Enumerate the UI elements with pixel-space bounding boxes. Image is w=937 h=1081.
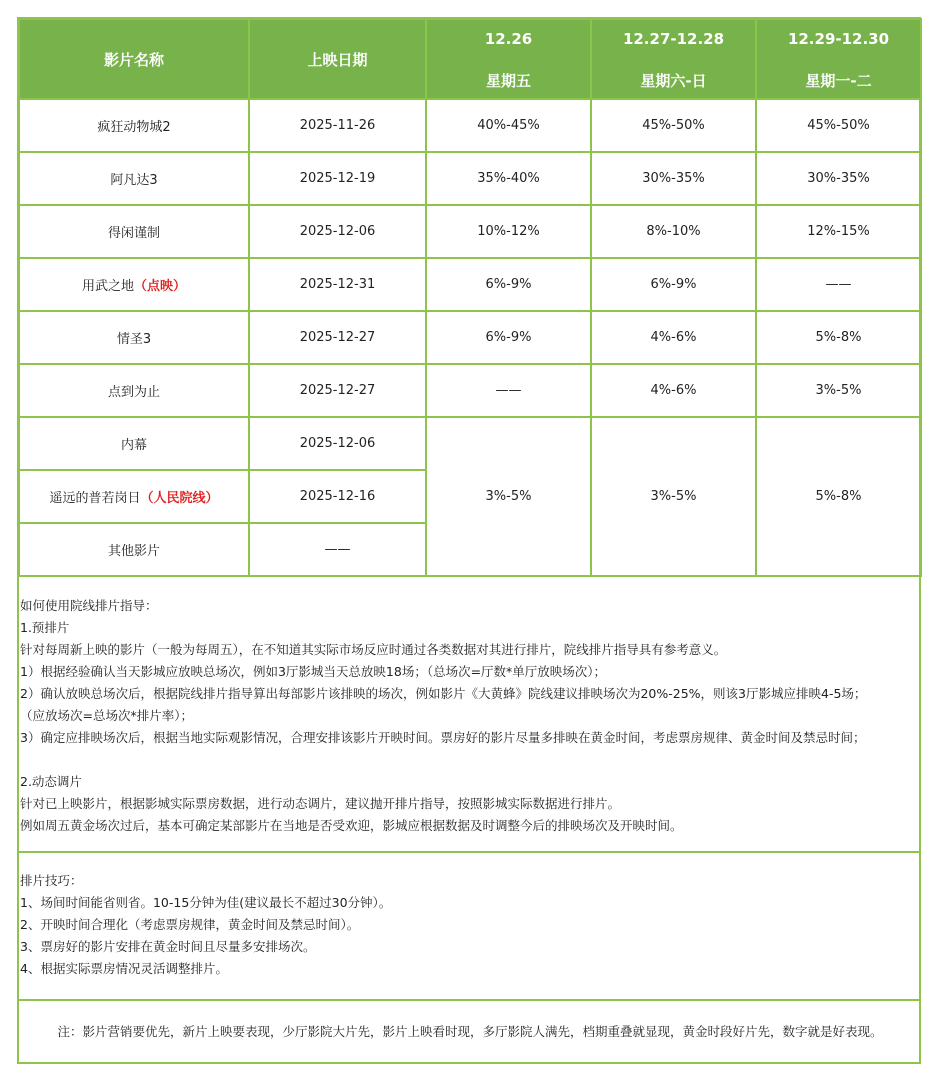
header-col-1-date: 12.26: [484, 29, 533, 48]
film-name: [19, 258, 249, 311]
table-row: [19, 364, 921, 417]
footer-note: 注：影片营销要优先，新片上映要表现，少厅影院大片先，影片上映看时现，多厅影院人满先，档期重叠就显现，黄金时段好片先，数字就是好表现。: [57, 1024, 883, 1039]
table-row: [19, 311, 921, 364]
header-col-3-date: 12.29-12.30: [787, 29, 890, 48]
rate-col-3: ——: [756, 258, 921, 311]
guide-s2-p1: 针对已上映影片，根据影城实际票房数据，进行动态调片，建议抛开排片指导，按照影城实际数据进行排片。: [20, 796, 621, 811]
rate-col-1: 6%-9%: [426, 258, 591, 311]
guide-s1-intro: 针对每周新上映的影片（一般为每周五），在不知道其实际市场反应时通过各类数据对其进行排片，院线排片指导具有参考意义。: [20, 642, 727, 657]
header-col-2: [591, 19, 756, 99]
table-row: [19, 152, 921, 205]
rate-col-1: 10%-12%: [426, 205, 591, 258]
film-name-text: 点到为止: [107, 385, 160, 400]
rate-col-2: 4%-6%: [591, 364, 756, 417]
guide-title: 如何使用院线排片指导：: [20, 598, 158, 613]
release-date: 2025-12-06: [249, 205, 426, 258]
table-row: [19, 205, 921, 258]
release-date: 2025-12-16: [249, 470, 426, 523]
guide-s2-title: 2.动态调片: [20, 774, 82, 789]
film-name-text: 内幕: [120, 438, 147, 453]
release-date: 2025-12-27: [249, 364, 426, 417]
rate-col-3-grouped: 5%-8%: [756, 417, 921, 576]
rate-col-2-grouped: 3%-5%: [591, 417, 756, 576]
tips-item: 2、开映时间合理化（考虑票房规律，黄金时间及禁忌时间）。: [20, 917, 360, 932]
tips-title: 排片技巧：: [20, 873, 83, 888]
header-col-2-date: 12.27-12.28: [622, 29, 725, 48]
header-col-1: [426, 19, 591, 99]
tips-item: 1、场间时间能省则省。10-15分钟为佳(建议最长不超过30分钟）。: [20, 895, 392, 910]
header-row: [19, 19, 921, 99]
header-col-2-day: 星期六-日: [640, 71, 707, 90]
section-divider: [19, 999, 921, 1001]
schedule-sheet: [17, 17, 921, 1064]
table-row: [19, 417, 921, 470]
film-name-text: 遥远的普若岗日: [49, 491, 141, 506]
film-name-text: 情圣3: [116, 332, 152, 347]
tips-item: 4、根据实际票房情况灵活调整排片。: [20, 961, 228, 976]
film-name: [19, 470, 249, 523]
header-film-name: 影片名称: [19, 19, 249, 99]
release-date: ——: [249, 523, 426, 576]
rate-col-3: 45%-50%: [756, 99, 921, 152]
rate-col-1-grouped: 3%-5%: [426, 417, 591, 576]
rate-col-1: 6%-9%: [426, 311, 591, 364]
guide-s1-p2b: （应放场次=总场次*排片率）；: [20, 708, 193, 723]
rate-col-2: 6%-9%: [591, 258, 756, 311]
film-tag: （人民院线）: [140, 491, 219, 506]
tips-item: 3、票房好的影片安排在黄金时间且尽量多安排场次。: [20, 939, 316, 954]
header-col-1-day: 星期五: [485, 71, 531, 90]
film-name-text: 其他影片: [107, 544, 160, 559]
section-divider: [19, 851, 921, 853]
guide-s1-p3: 3）确定应排映场次后，根据当地实际观影情况，合理安排该影片开映时间。票房好的影片尽量多排映在黄金时间，考虑票房规律、黄金时间及禁忌时间；: [20, 730, 866, 745]
guide-s1-p2a: 2）确认放映总场次后，根据院线排片指导算出每部影片该排映的场次，例如影片《大黄蜂》院线建议排映场次为20%-25%，则该3厅影城应排映4-5场；: [20, 686, 867, 701]
film-name-text: 疯狂动物城2: [97, 120, 171, 135]
guide-s1-p1: 1）根据经验确认当天影城应放映总场次，例如3厅影城当天总放映18场；（总场次=厅数*单厅放映场次）；: [20, 664, 607, 679]
film-name-text: 用武之地: [81, 279, 134, 294]
table-row: [19, 258, 921, 311]
schedule-table: [18, 18, 922, 577]
rate-col-3: 12%-15%: [756, 205, 921, 258]
film-name: [19, 364, 249, 417]
rate-col-2: 45%-50%: [591, 99, 756, 152]
rate-col-3: 30%-35%: [756, 152, 921, 205]
guide-section: [20, 595, 866, 837]
release-date: 2025-12-19: [249, 152, 426, 205]
rate-col-2: 30%-35%: [591, 152, 756, 205]
header-col-3: [756, 19, 921, 99]
rate-col-1: 35%-40%: [426, 152, 591, 205]
rate-col-2: 8%-10%: [591, 205, 756, 258]
film-name: [19, 205, 249, 258]
release-date: 2025-12-27: [249, 311, 426, 364]
rate-col-1: ——: [426, 364, 591, 417]
release-date: 2025-11-26: [249, 99, 426, 152]
film-name: [19, 523, 249, 576]
header-col-3-day: 星期一-二: [805, 71, 872, 90]
table-row: [19, 99, 921, 152]
tips-section: [20, 870, 391, 980]
film-name: [19, 152, 249, 205]
header-release-date: 上映日期: [249, 19, 426, 99]
rate-col-2: 4%-6%: [591, 311, 756, 364]
release-date: 2025-12-06: [249, 417, 426, 470]
film-tag: （点映）: [134, 279, 187, 294]
film-name: [19, 99, 249, 152]
rate-col-3: 3%-5%: [756, 364, 921, 417]
film-name: [19, 311, 249, 364]
rate-col-1: 40%-45%: [426, 99, 591, 152]
film-name-text: 得闲谨制: [107, 226, 160, 241]
guide-s2-p2: 例如周五黄金场次过后，基本可确定某部影片在当地是否受欢迎，影城应根据数据及时调整今后的排映场次及开映时间。: [20, 818, 683, 833]
film-name-text: 阿凡达3: [110, 173, 158, 188]
film-name: [19, 417, 249, 470]
release-date: 2025-12-31: [249, 258, 426, 311]
guide-s1-title: 1.预排片: [20, 620, 70, 635]
rate-col-3: 5%-8%: [756, 311, 921, 364]
spacer: [20, 749, 866, 771]
